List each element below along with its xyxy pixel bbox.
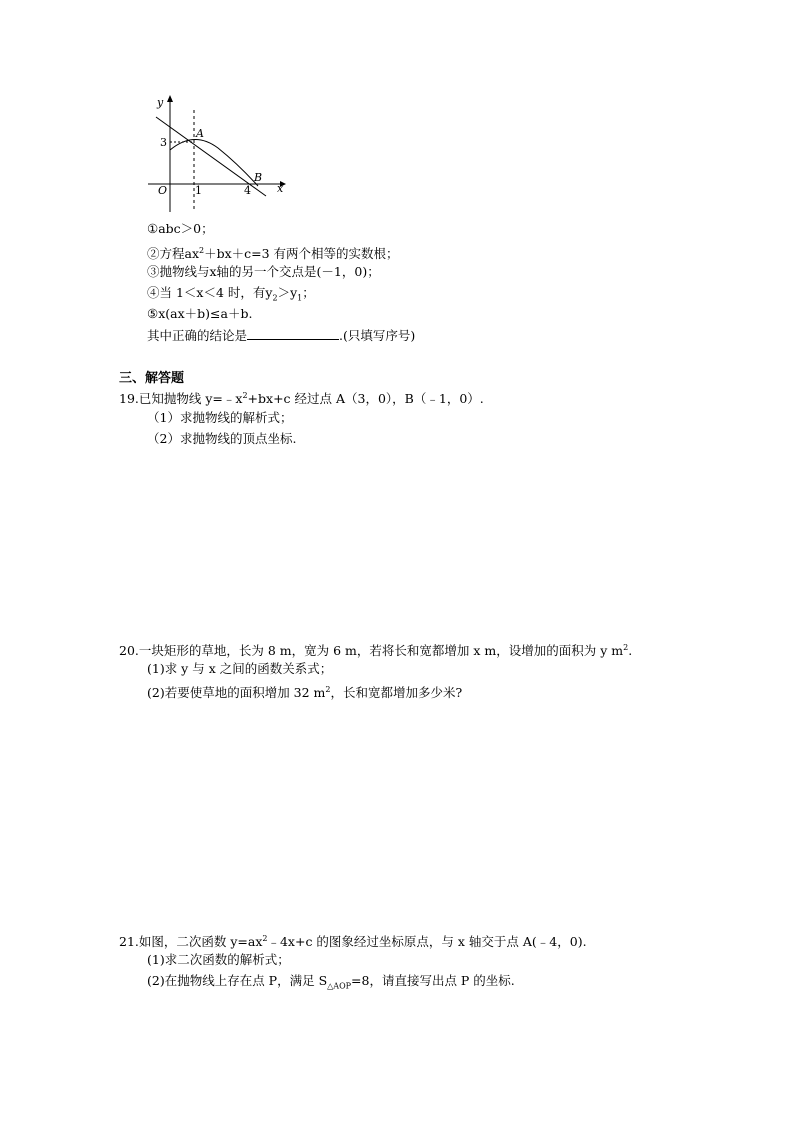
parabola-line-graph	[140, 92, 290, 217]
q20-part-1: (1)求 y 与 x 之间的函数关系式；	[147, 661, 333, 676]
q20-part-2: (2)若要使草地的面积增加 32 $m^2$，长和宽都增加多少米?	[147, 685, 463, 701]
q21-part-1: (1)求二次函数的解析式；	[147, 952, 290, 967]
q21-stem: 21.如图，二次函数 $y=ax^2﹣4x+c$ 的图象经过坐标原点，与 x 轴交于点 A(﹣4，0).	[119, 934, 587, 950]
q20-stem: 20.一块矩形的草地，长为 8 m，宽为 6 m，若将长和宽都增加 x m，设增加的面积为 y $m^2$.	[119, 643, 633, 659]
q18-conclusion-1: ①abc＞0；	[147, 221, 214, 236]
y-axis-label: y	[157, 96, 164, 109]
x-axis-label: x	[277, 182, 284, 195]
point-a-label: A	[196, 127, 204, 140]
q21-part-2: (2)在抛物线上存在点 P，满足 $S_{\triangle AOP}=8$，请直接写出点 P 的坐标.	[147, 973, 515, 991]
origin-label: O	[158, 184, 168, 197]
tick-label-4: 4	[244, 184, 251, 197]
tick-label-1: 1	[195, 184, 202, 197]
tick-label-3: 3	[160, 136, 167, 149]
y-axis-arrow	[167, 95, 173, 102]
q18-conclusion-3: ③抛物线与x轴的另一个交点是(－1，0)；	[147, 264, 380, 279]
q19-stem: 19.已知抛物线 $y=﹣x^2+bx+c$ 经过点 A（3，0），B（﹣1，0）.	[119, 391, 484, 407]
answer-blank[interactable]	[247, 327, 339, 340]
point-b-label: B	[254, 171, 263, 184]
q18-conclusion-4: ④当 1＜x＜4 时，有$y_2>y_1$；	[147, 285, 315, 303]
q18-conclusion-5: ⑤x(ax＋b)≤a＋b.	[147, 306, 253, 321]
q19-part-2: （2）求抛物线的顶点坐标.	[147, 431, 297, 446]
section-title: 三、解答题	[119, 371, 185, 386]
q18-answer-prompt: 其中正确的结论是 .(只填写序号)	[147, 328, 416, 343]
parabola-curve	[170, 139, 258, 186]
q19-part-1: （1）求抛物线的解析式；	[147, 410, 293, 425]
q18-conclusion-2: ②方程$ax^2+bx+c=3$ 有两个相等的实数根；	[147, 246, 399, 262]
